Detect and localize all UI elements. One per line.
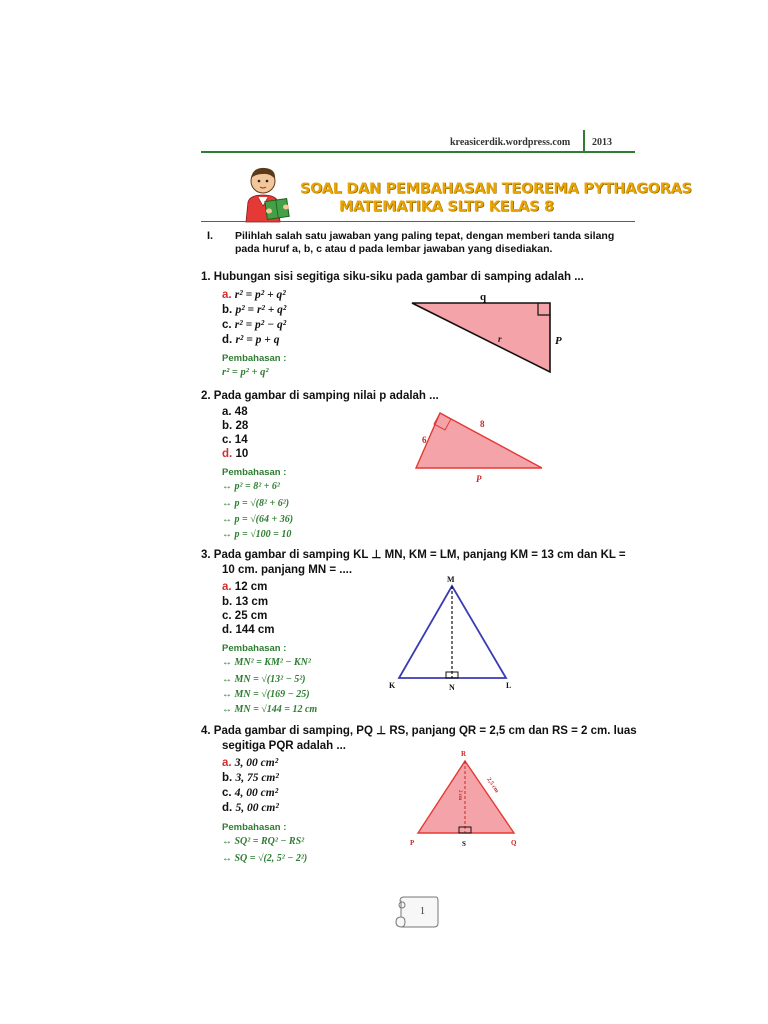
option-expr: 3, 75 cm² (235, 772, 279, 784)
q4-label-p: P (410, 839, 415, 847)
option-letter: b. (222, 772, 233, 784)
q3-pembahasan-label: Pembahasan : (222, 643, 287, 654)
q4-label-s: S (462, 840, 466, 848)
question-2-text: 2. Pada gambar di samping nilai p adalah ... (201, 390, 439, 402)
q4-label-r: R (461, 750, 467, 758)
option-expr: 5, 00 cm² (235, 802, 279, 814)
q3-solution-4: ↔ MN = √144 = 12 cm (222, 704, 318, 715)
question-3-text-line2: 10 cm. panjang MN = .... (222, 564, 353, 576)
q2-option-a (222, 405, 248, 420)
q2-triangle-figure (410, 405, 550, 487)
title-rule (201, 221, 635, 222)
option-expr: 4, 00 cm² (234, 787, 279, 799)
q4-solution-1: ↔ SQ² = RQ² − RS² (222, 836, 305, 847)
q3-option-c (222, 609, 267, 624)
q2-label-8: 8 (480, 419, 485, 429)
option-expr: 3, 00 cm² (234, 757, 279, 769)
q4-label-rs: 2 cm (457, 790, 462, 801)
q2-option-b (222, 419, 248, 434)
page-title-line2: MATEMATIKA SLTP KELAS 8 (339, 199, 554, 215)
option-letter: c. (222, 434, 232, 446)
option-expr: 144 cm (235, 624, 275, 636)
boy-reading-illustration (236, 166, 296, 224)
option-expr: p² = r² + q² (235, 304, 287, 316)
q2-solution-2: ↔ p = √(8² + 6²) (222, 498, 290, 509)
q1-option-a (222, 288, 286, 303)
q2-solution-3: ↔ p = √(64 + 36) (222, 514, 294, 525)
question-3-text-line1: 3. Pada gambar di samping KL ⊥ MN, KM = LM, panjang KM = 13 cm dan KL = (201, 549, 626, 561)
option-letter: c. (222, 610, 232, 622)
q4-triangle-figure (400, 745, 530, 851)
option-letter: a. (222, 757, 232, 769)
q2-option-d (222, 447, 248, 462)
q2-solution-1: ↔ p² = 8² + 6² (222, 481, 280, 492)
option-letter: b. (222, 596, 233, 608)
q2-solution-4: ↔ p = √100 = 10 (222, 529, 292, 540)
q2-pembahasan-label: Pembahasan : (222, 467, 287, 478)
option-expr: r² = p² + q² (234, 289, 286, 301)
q3-option-b (222, 595, 268, 610)
question-1-text: 1. Hubungan sisi segitiga siku-siku pada gambar di samping adalah ... (201, 271, 584, 283)
q4-option-c (222, 786, 278, 801)
q1-option-d (222, 333, 279, 348)
q4-label-qr: 2,5 cm (485, 776, 500, 795)
section-number: I. (207, 230, 214, 242)
q1-option-b (222, 303, 286, 318)
option-expr: r² = p² − q² (234, 319, 287, 331)
q3-label-l: L (506, 681, 512, 690)
q2-label-p: P (476, 474, 482, 484)
page-number-scroll (392, 895, 440, 931)
q3-label-m: M (447, 575, 455, 584)
option-letter: d. (222, 334, 233, 346)
option-letter: a. (222, 406, 232, 418)
q2-option-c (222, 433, 248, 448)
option-expr: 14 (234, 434, 248, 446)
q3-label-k: K (389, 681, 396, 690)
q3-option-a (222, 580, 267, 595)
option-expr: 13 cm (235, 596, 269, 608)
option-expr: 48 (234, 406, 248, 418)
option-letter: b. (222, 304, 233, 316)
q3-triangle-figure (385, 572, 525, 694)
q4-label-q: Q (511, 839, 517, 847)
page-title-line1: SOAL DAN PEMBAHASAN TEOREMA PYTHAGORAS (300, 181, 692, 197)
q3-label-n: N (449, 683, 455, 692)
q4-pembahasan-label: Pembahasan : (222, 822, 287, 833)
option-expr: 12 cm (234, 581, 268, 593)
q3-solution-1: ↔ MN² = KM² − KN² (222, 657, 311, 668)
q4-solution-2: ↔ SQ = √(2, 5² − 2²) (222, 853, 308, 864)
q1-solution-1: r² = p² + q² (222, 367, 269, 378)
option-letter: d. (222, 802, 233, 814)
q1-label-q: q (480, 291, 487, 303)
option-letter: c. (222, 319, 232, 331)
header-separator (583, 130, 585, 152)
q1-label-r: r (498, 334, 502, 344)
q3-solution-2: ↔ MN = √(13² − 5²) (222, 674, 306, 685)
question-4-text-line2: segitiga PQR adalah ... (222, 740, 346, 752)
option-expr: 25 cm (234, 610, 268, 622)
option-expr: 10 (235, 448, 249, 460)
option-letter: a. (222, 581, 232, 593)
question-4-text-line1: 4. Pada gambar di samping, PQ ⊥ RS, panjang QR = 2,5 cm dan RS = 2 cm. luas (201, 725, 637, 737)
q4-option-b (222, 771, 279, 786)
q2-label-6: 6 (422, 435, 427, 445)
option-expr: r² = p + q (235, 334, 280, 346)
page-number: 1 (420, 906, 425, 917)
option-letter: b. (222, 420, 233, 432)
q1-triangle-figure (410, 290, 570, 380)
q4-option-a (222, 756, 278, 771)
q3-solution-3: ↔ MN = √(169 − 25) (222, 689, 310, 700)
option-letter: a. (222, 289, 232, 301)
header-year: 2013 (592, 137, 612, 148)
section-instruction: Pilihlah salah satu jawaban yang paling tepat, dengan memberi tanda silang pada huruf a, b, c atau d pada lembar jawaban yang disediakan. (235, 230, 615, 255)
q1-option-c (222, 318, 286, 333)
header-rule (201, 151, 635, 153)
q1-pembahasan-label: Pembahasan : (222, 353, 287, 364)
q1-label-p: P (555, 335, 562, 347)
option-letter: c. (222, 787, 232, 799)
option-letter: d. (222, 624, 233, 636)
q3-option-d (222, 623, 274, 638)
header-site: kreasicerdik.wordpress.com (450, 137, 571, 148)
option-expr: 28 (235, 420, 249, 432)
option-letter: d. (222, 448, 233, 460)
q4-option-d (222, 801, 279, 816)
